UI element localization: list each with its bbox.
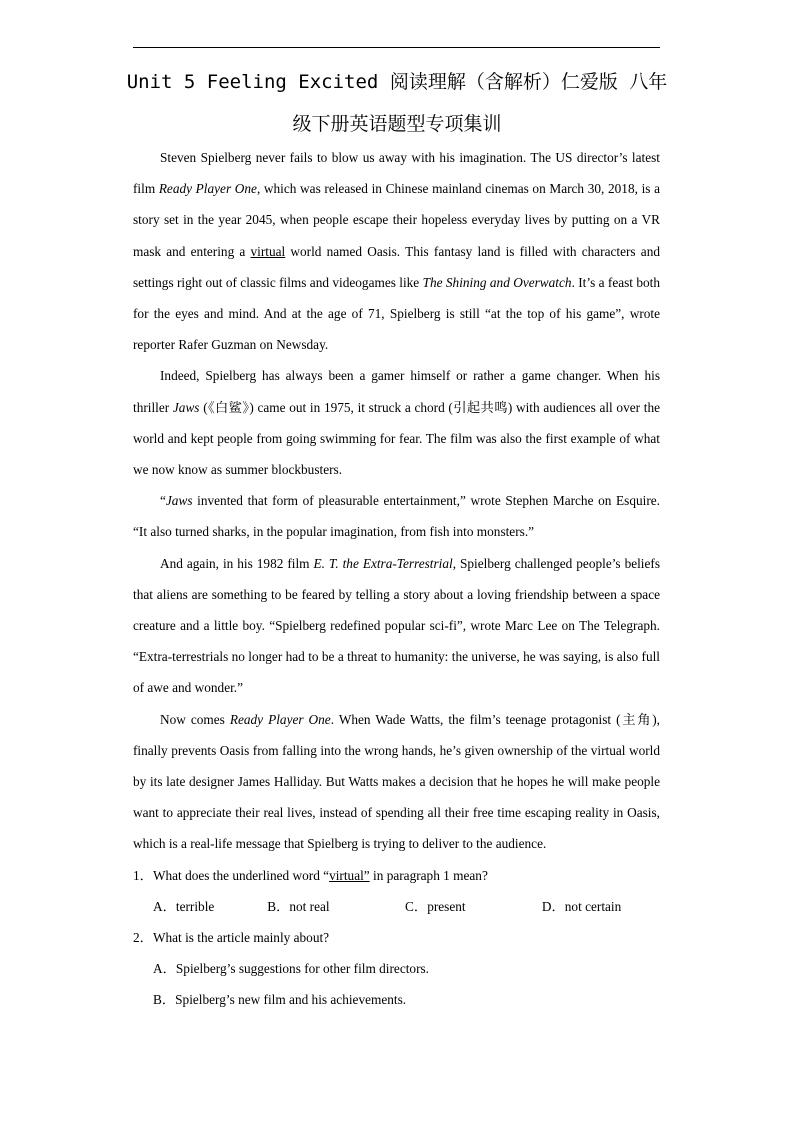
p4-text-a: And again, in his 1982 film [160,555,314,571]
p5-text-a: Now comes [160,711,230,727]
paragraph-2 [133,360,660,485]
q1-option-c: C．present [405,898,466,914]
p1-text-c: world named Oasis. This fantasy land is filled with characters and settings right out of classic films and videogames like [133,243,660,290]
paragraph-3 [133,485,660,547]
title-line-2: 级下册英语题型专项集训 [292,113,502,135]
p2-text-a: Indeed, Spielberg has always been a gamer himself or rather a game changer. When his thriller [133,368,660,415]
q1-suffix: in paragraph 1 mean? [369,867,488,883]
p3-text-b: invented that form of pleasurable entertainment,” wrote Stephen Marche on Esquire. “It also turned sharks, in the popular imagination, from fish into monsters.” [133,493,660,540]
q1-underlined-word: virtual” [329,867,370,883]
p1-text-a: Steven Spielberg never fails to blow us away with his imagination. The US director’s latest film [133,150,660,197]
passage-body [133,142,660,1016]
q1-option-a: A．terrible [153,898,215,914]
q1-prefix: 1．What does the underlined word “ [133,867,330,883]
p3-text-a: “ [160,493,166,509]
paragraph-1 [133,142,660,360]
q2-option-a: A．Spielberg’s suggestions for other film directors. [153,961,429,977]
film-title: Jaws [172,399,200,415]
film-title: Ready Player One [158,181,257,197]
p4-text-b: , Spielberg challenged people’s beliefs that aliens are something to be feared by telling a story about a loving friendship between a space creature and a little boy. “Spielberg redefined popular sci-fi”, wrote Marc Lee on The Telegraph. “Extra-terrestrials no longer had to be a threat to humanity: the universe, he was saying, is also full of awe and wonder.” [133,555,661,696]
question-2: 2．What is the article mainly about? [133,930,330,946]
paragraph-5 [133,704,660,860]
p2-text-b: (《白鲨》) came out in 1975, it struck a chord (引起共鸣) with audiences all over the world and kept people from going swimming for fear. The film was also the first example of what we now know as summer blockbusters. [133,399,661,478]
film-title: Jaws [165,493,193,509]
question-1-options [133,891,660,922]
underlined-word: virtual [250,243,286,259]
p1-text-d: . It’s a feast both for the eyes and mind. And at the age of 71, Spielberg is still “at the top of his game”, wrote reporter Rafer Guzman on Newsday. [133,274,661,353]
q1-option-b: B．not real [267,898,330,914]
film-title: E. T. the Extra-Terrestrial [313,555,453,571]
film-title: Ready Player One [229,711,331,727]
q1-option-d: D．not certain [541,898,622,914]
title-line-1: Unit 5 Feeling Excited 阅读理解（含解析）仁爱版 八年 [126,71,668,93]
p5-text-b: . When Wade Watts, the film’s teenage protagonist (主角), finally prevents Oasis from falling into the wrong hands, he’s given ownership of the virtual world by its late designer James Halliday. But Watts makes a decision that he hopes he will make people want to appreciate their real lives, instead of spending all their free time escaping reality in Oasis, which is a real-life message that Spielberg is trying to deliver to the audience. [133,711,660,852]
question-1 [133,860,660,891]
q2-option-b: B．Spielberg’s new film and his achievements. [153,992,407,1008]
film-title: The Shining and Overwatch [422,274,572,290]
header-rule [133,47,660,48]
p1-text-b: , which was released in Chinese mainland cinemas on March 30, 2018, is a story set in the year 2045, when people escape their hopeless everyday lives by putting on a VR mask and entering a [133,181,660,259]
paragraph-4 [133,548,660,704]
